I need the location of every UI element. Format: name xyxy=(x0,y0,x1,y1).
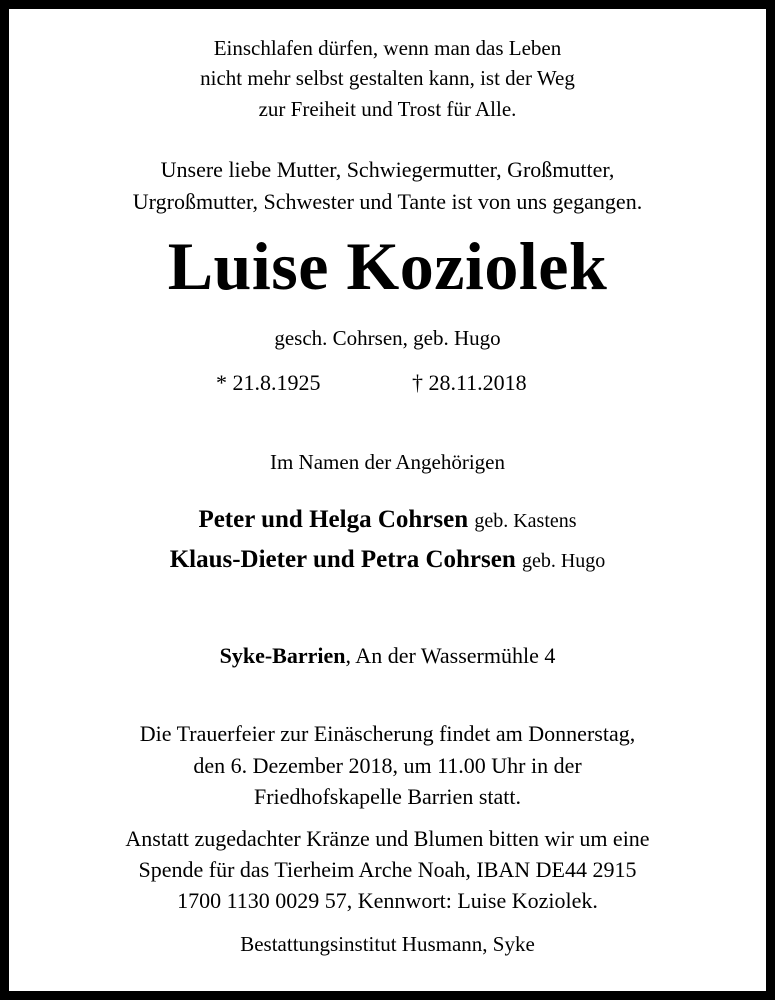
family-line xyxy=(0,545,775,576)
service-line: Friedhofskapelle Barrien statt. xyxy=(254,784,521,809)
death-date: † 28.11.2018 xyxy=(412,370,527,395)
family-birth-name: geb. Kastens xyxy=(474,510,577,532)
service-line: den 6. Dezember 2018, um 11.00 Uhr in der xyxy=(193,753,582,778)
donation-line: Spende für das Tierheim Arche Noah, IBAN DE44 2915 xyxy=(138,857,637,882)
family-line xyxy=(0,505,775,536)
mourners-intro: Im Namen der Angehörigen xyxy=(269,450,505,474)
intro-line: Unsere liebe Mutter, Schwiegermutter, Großmutter, xyxy=(160,157,615,182)
maiden-name: gesch. Cohrsen, geb. Hugo xyxy=(274,326,501,350)
address xyxy=(0,643,775,669)
poem-line: Einschlafen dürfen, wenn man das Leben xyxy=(213,36,562,60)
poem-line: zur Freiheit und Trost für Alle. xyxy=(258,97,517,121)
family-birth-name: geb. Hugo xyxy=(521,550,606,572)
funeral-home: Bestattungsinstitut Husmann, Syke xyxy=(240,932,535,956)
family-names: Peter und Helga Cohrsen xyxy=(198,506,469,533)
donation-line: 1700 1130 0029 57, Kennwort: Luise Koziolek. xyxy=(177,888,598,913)
birth-date: * 21.8.1925 xyxy=(216,370,321,395)
service-line: Die Trauerfeier zur Einäscherung findet am Donnerstag, xyxy=(139,721,636,746)
donation-line: Anstatt zugedachter Kränze und Blumen bitten wir um eine xyxy=(125,826,650,851)
family-names: Klaus-Dieter und Petra Cohrsen xyxy=(169,546,516,573)
intro-line: Urgroßmutter, Schwester und Tante ist von uns gegangen. xyxy=(132,189,643,214)
address-place: Syke-Barrien xyxy=(219,643,346,668)
poem-line: nicht mehr selbst gestalten kann, ist der Weg xyxy=(200,66,575,90)
address-street: , An der Wassermühle 4 xyxy=(345,643,556,668)
deceased-name: Luise Koziolek xyxy=(167,228,608,304)
